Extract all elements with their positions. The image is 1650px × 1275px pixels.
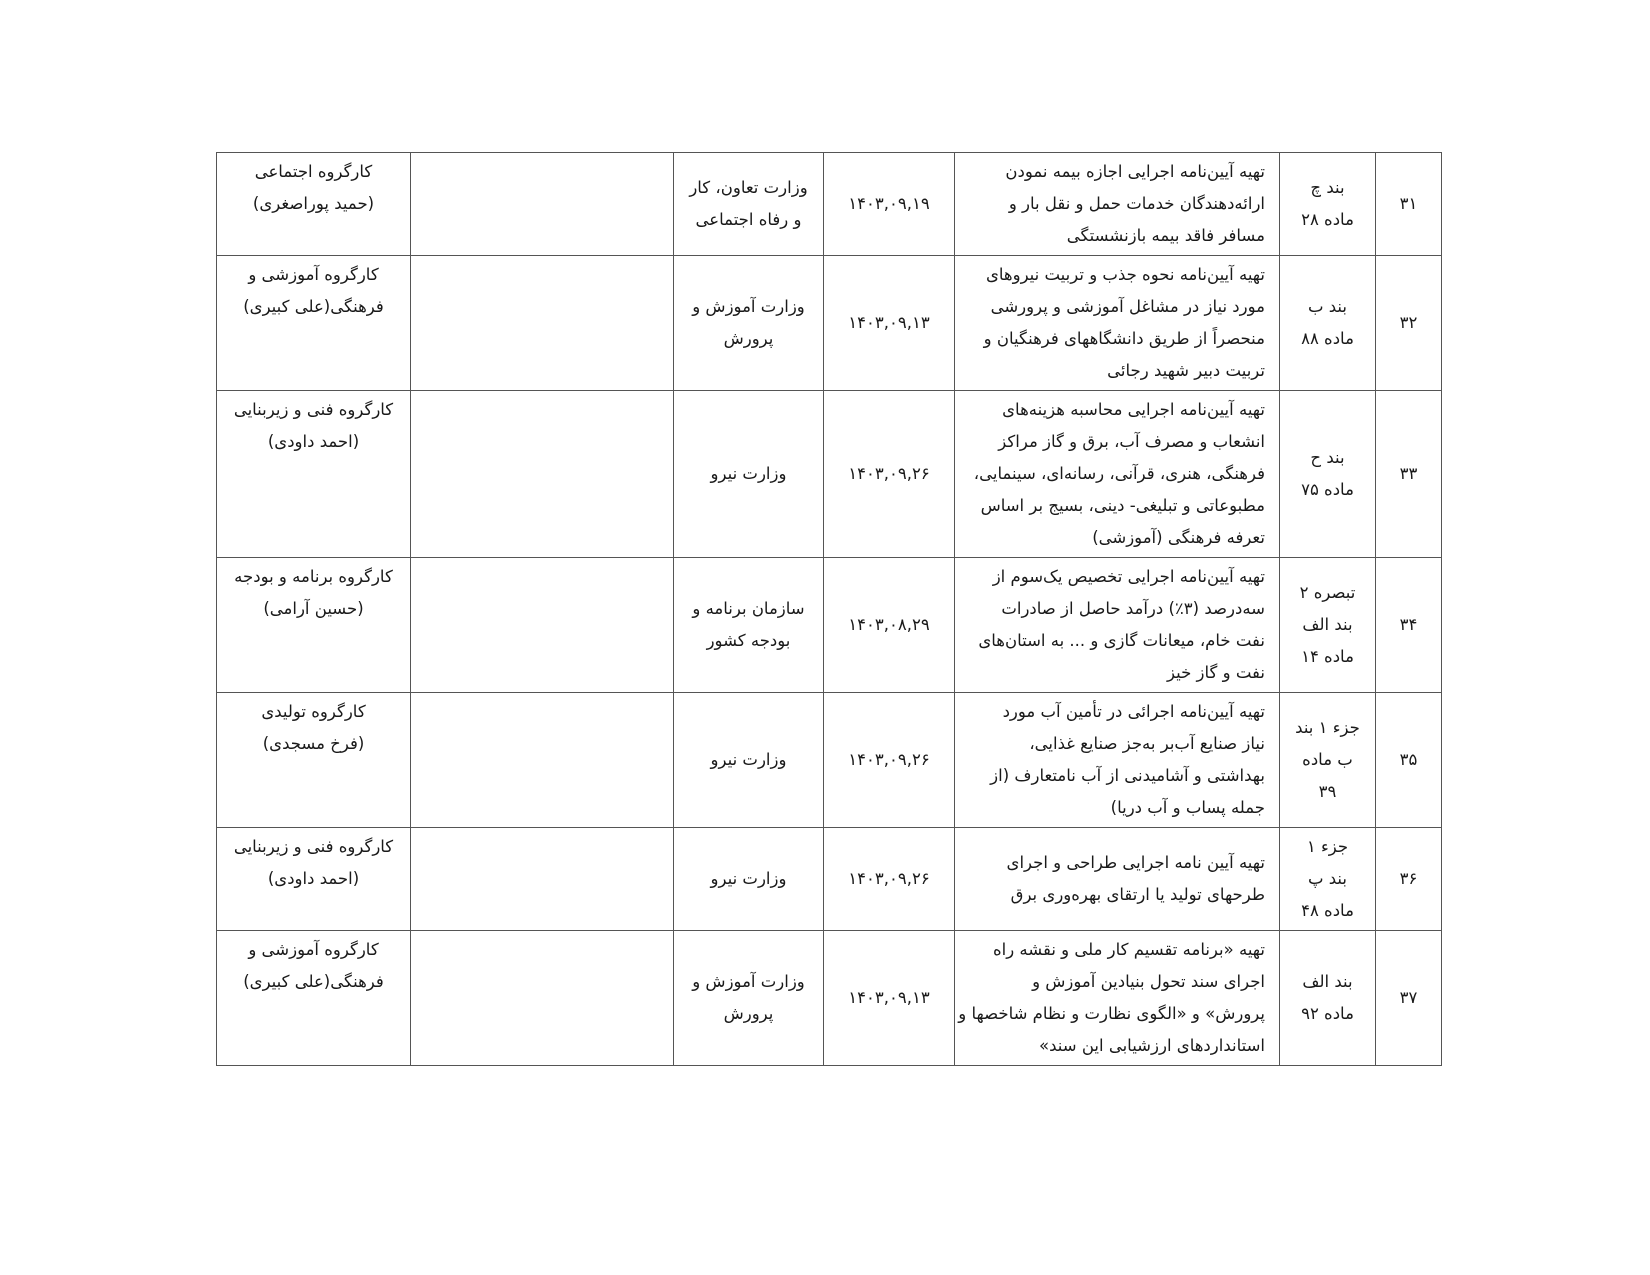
clause-cell [1280, 256, 1376, 391]
working-group-line: کارگروه فنی و زیربنایی [233, 837, 394, 856]
organization-cell [674, 828, 824, 931]
organization-line: وزارت نیرو [710, 750, 787, 769]
clause-line: ماده ۷۵ [1301, 480, 1354, 499]
row-number-text: ۳۳ [1399, 464, 1418, 483]
row-number-text: ۳۴ [1399, 615, 1418, 634]
organization-line: وزارت تعاون، کار [689, 178, 808, 197]
date-text: ۱۴۰۳,۰۹,۱۳ [848, 313, 930, 332]
organization-line: وزارت نیرو [710, 869, 787, 888]
table-body [217, 153, 1442, 1066]
title-line: پرورش» و «الگوی نظارت و نظام شاخصها و [958, 1004, 1265, 1023]
title-line: طرحهای تولید یا ارتقای بهره‌وری برق [1010, 885, 1265, 904]
organization-cell [674, 391, 824, 558]
clause-line: ۳۹ [1318, 782, 1337, 801]
title-cell [955, 931, 1280, 1066]
organization-line: و رفاه اجتماعی [695, 210, 802, 229]
title-line: انشعاب و مصرف آب، برق و گاز مراکز [998, 432, 1265, 451]
working-group-cell [217, 558, 411, 693]
row-number-cell [1376, 693, 1442, 828]
date-cell [824, 391, 955, 558]
clause-cell [1280, 558, 1376, 693]
clause-line: بند الف [1302, 615, 1353, 634]
organization-cell [674, 693, 824, 828]
clause-line: بند ب [1307, 297, 1347, 316]
row-number-text: ۳۱ [1399, 194, 1418, 213]
title-line: اجرای سند تحول بنیادین آموزش و [1032, 972, 1265, 991]
working-group-line: کارگروه تولیدی [261, 702, 366, 721]
table-row [217, 693, 1442, 828]
date-text: ۱۴۰۳,۰۸,۲۹ [848, 615, 930, 634]
date-cell [824, 153, 955, 256]
working-group-line: کارگروه اجتماعی [254, 162, 373, 181]
working-group-cell [217, 256, 411, 391]
date-cell [824, 931, 955, 1066]
title-line: مورد نیاز در مشاغل آموزشی و پرورشی [990, 297, 1265, 316]
title-line: نیاز صنایع آب‌بر به‌جز صنایع غذایی، [1029, 734, 1265, 753]
title-cell [955, 153, 1280, 256]
table-row [217, 828, 1442, 931]
table-row [217, 931, 1442, 1066]
title-line: سه‌درصد (۳٪) درآمد حاصل از صادرات [1001, 599, 1265, 618]
title-line: تهیه آیین نامه اجرایی طراحی و اجرای [1006, 853, 1265, 872]
clause-cell [1280, 931, 1376, 1066]
empty-cell [411, 558, 674, 693]
row-number-cell [1376, 931, 1442, 1066]
clause-line: تبصره ۲ [1299, 583, 1356, 602]
organization-cell [674, 931, 824, 1066]
date-text: ۱۴۰۳,۰۹,۲۶ [848, 750, 930, 769]
clause-line: ماده ۸۸ [1301, 329, 1354, 348]
organization-line: وزارت نیرو [710, 464, 787, 483]
table-row [217, 558, 1442, 693]
title-line: تهیه آیین‌نامه نحوه جذب و تربیت نیروهای [985, 265, 1265, 284]
clause-line: بند الف [1302, 972, 1353, 991]
working-group-line: (احمد داودی) [267, 432, 360, 451]
title-line: تهیه آیین‌نامه اجرایی محاسبه هزینه‌های [1002, 400, 1265, 419]
working-group-line: کارگروه آموزشی و [248, 940, 379, 959]
date-cell [824, 828, 955, 931]
empty-cell [411, 391, 674, 558]
row-number-text: ۳۵ [1399, 750, 1418, 769]
title-cell [955, 828, 1280, 931]
row-number-text: ۳۶ [1399, 869, 1418, 888]
clause-line: جزء ۱ بند [1295, 718, 1360, 737]
clause-line: بند چ [1310, 178, 1345, 197]
title-cell [955, 391, 1280, 558]
table-row [217, 256, 1442, 391]
row-number-text: ۳۷ [1399, 988, 1418, 1007]
title-cell [955, 693, 1280, 828]
clause-line: ماده ۴۸ [1301, 901, 1354, 920]
table-row [217, 153, 1442, 256]
working-group-line: (حمید پوراصغری) [252, 194, 375, 213]
row-number-text: ۳۲ [1399, 313, 1418, 332]
title-line: تهیه «برنامه تقسیم کار ملی و نقشه راه [992, 940, 1265, 959]
title-line: نفت و گاز خیز [1167, 663, 1265, 682]
empty-cell [411, 828, 674, 931]
title-line: مطبوعاتی و تبلیغی- دینی، بسیج بر اساس [980, 496, 1265, 515]
working-group-line: فرهنگی(علی کبیری) [243, 297, 384, 316]
working-group-line: کارگروه آموزشی و [248, 265, 379, 284]
organization-line: پرورش [723, 1004, 774, 1023]
date-text: ۱۴۰۳,۰۹,۲۶ [848, 869, 930, 888]
row-number-cell [1376, 828, 1442, 931]
row-number-cell [1376, 256, 1442, 391]
date-cell [824, 558, 955, 693]
title-line: منحصراً از طریق دانشگاههای فرهنگیان و [983, 329, 1265, 348]
title-cell [955, 256, 1280, 391]
resolutions-table [216, 152, 1442, 1066]
empty-cell [411, 153, 674, 256]
clause-cell [1280, 391, 1376, 558]
clause-cell [1280, 153, 1376, 256]
title-line: تهیه آیین‌نامه اجرایی اجازه بیمه نمودن [1005, 162, 1265, 181]
working-group-cell [217, 391, 411, 558]
clause-line: بند پ [1307, 869, 1347, 888]
title-line: تهیه آیین‌نامه اجرایی تخصیص یک‌سوم از [992, 567, 1265, 586]
title-line: جمله پساب و آب دریا) [1110, 798, 1265, 817]
date-cell [824, 256, 955, 391]
working-group-line: (فرخ مسجدی) [262, 734, 365, 753]
clause-line: ب ماده [1302, 750, 1353, 769]
working-group-cell [217, 931, 411, 1066]
row-number-cell [1376, 558, 1442, 693]
title-line: فرهنگی، هنری، قرآنی، رسانه‌ای، سینمایی، [973, 464, 1265, 483]
organization-cell [674, 558, 824, 693]
organization-line: سازمان برنامه و [692, 599, 805, 618]
date-text: ۱۴۰۳,۰۹,۲۶ [848, 464, 930, 483]
clause-cell [1280, 828, 1376, 931]
organization-cell [674, 256, 824, 391]
clause-cell [1280, 693, 1376, 828]
working-group-line: (احمد داودی) [267, 869, 360, 888]
working-group-cell [217, 693, 411, 828]
title-line: استانداردهای ارزشیابی این سند» [1039, 1036, 1265, 1055]
title-line: ارائه‌دهندگان خدمات حمل و نقل بار و [1008, 194, 1265, 213]
clause-line: ماده ۹۲ [1301, 1004, 1354, 1023]
title-line: تعرفه فرهنگی (آموزشی) [1092, 528, 1265, 547]
working-group-line: کارگروه برنامه و بودجه [234, 567, 393, 586]
organization-line: بودجه کشور [706, 631, 791, 650]
empty-cell [411, 693, 674, 828]
clause-line: جزء ۱ [1306, 837, 1349, 856]
working-group-line: فرهنگی(علی کبیری) [243, 972, 384, 991]
title-line: نفت خام، میعانات گازی و ... به استان‌های [978, 631, 1265, 650]
row-number-cell [1376, 153, 1442, 256]
clause-line: ماده ۲۸ [1301, 210, 1354, 229]
empty-cell [411, 256, 674, 391]
organization-line: وزارت آموزش و [692, 297, 805, 316]
working-group-line: (حسین آرامی) [263, 599, 364, 618]
clause-line: ماده ۱۴ [1301, 647, 1354, 666]
clause-line: بند ح [1310, 448, 1345, 467]
organization-line: وزارت آموزش و [692, 972, 805, 991]
title-line: تربیت دبیر شهید رجائی [1107, 361, 1265, 380]
date-text: ۱۴۰۳,۰۹,۱۹ [848, 194, 930, 213]
title-line: مسافر فاقد بیمه بازنشستگی [1066, 226, 1265, 245]
date-cell [824, 693, 955, 828]
working-group-line: کارگروه فنی و زیربنایی [233, 400, 394, 419]
organization-cell [674, 153, 824, 256]
title-line: بهداشتی و آشامیدنی از آب نامتعارف (از [990, 766, 1265, 785]
row-number-cell [1376, 391, 1442, 558]
title-cell [955, 558, 1280, 693]
date-text: ۱۴۰۳,۰۹,۱۳ [848, 988, 930, 1007]
working-group-cell [217, 153, 411, 256]
working-group-cell [217, 828, 411, 931]
organization-line: پرورش [723, 329, 774, 348]
title-line: تهیه آیین‌نامه اجرائی در تأمین آب مورد [1002, 702, 1265, 721]
empty-cell [411, 931, 674, 1066]
table-row [217, 391, 1442, 558]
